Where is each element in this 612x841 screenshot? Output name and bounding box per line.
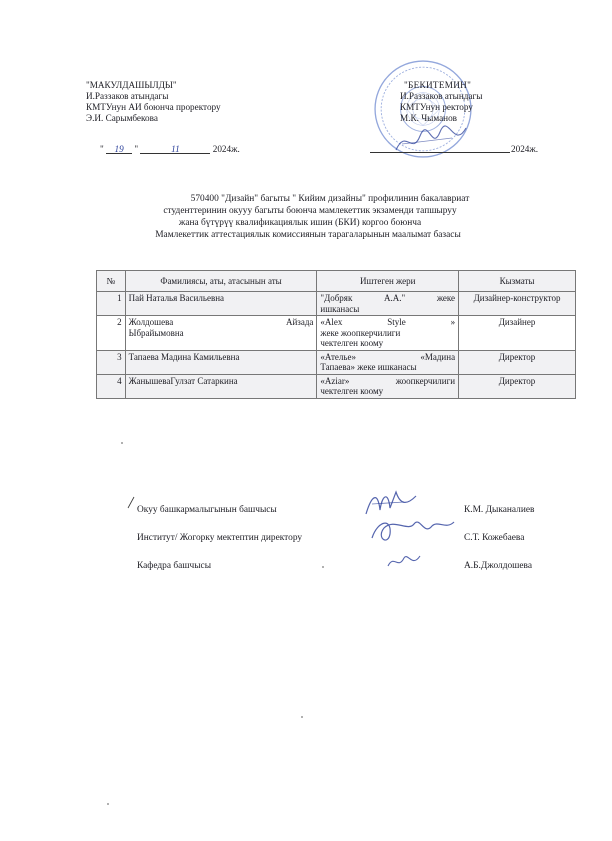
approval-left-date (100, 144, 240, 155)
header-position: Кызматы (459, 271, 576, 292)
workplace-line: чектелген коому (320, 338, 384, 348)
workplace-line (320, 376, 455, 387)
name-word: Жолдошева (128, 317, 174, 327)
date-day: 19 (106, 144, 132, 154)
workplace-line: жеке жоопкерчилиги (320, 327, 401, 338)
scan-speck (322, 566, 324, 568)
approval-left-title: "МАКУЛДАШЫЛДЫ" (86, 80, 177, 90)
workplace-line (320, 352, 455, 363)
workplace-word: "Добряк (320, 293, 353, 303)
signature-name: С.Т. Кожебаева (464, 533, 525, 543)
row-full-name (125, 374, 317, 398)
signature-name: А.Б.Джолдошева (464, 561, 533, 571)
scan-speck (107, 803, 109, 805)
rector-signature (392, 122, 472, 158)
table-row (97, 374, 576, 398)
approval-left-line1: И.Раззаков атындагы (86, 91, 169, 101)
pen-mark (126, 496, 136, 510)
row-number: 3 (97, 350, 126, 374)
name-line (129, 317, 314, 328)
approval-right-line2: КМТУнун ректору (400, 102, 473, 112)
signature-name: К.М. Дыканалиев (464, 505, 535, 515)
workplace-line: чектелген коому (320, 386, 384, 396)
header-full-name: Фамилиясы, аты, атасынын аты (125, 271, 317, 292)
commission-table (96, 270, 576, 399)
signature-label: Кафедра башчысы (137, 561, 211, 571)
heading-line-2: студенттеринин окууу багыты боюнча мамлекеттик экзаменди тапшыруу (163, 206, 457, 216)
workplace-line (320, 293, 455, 304)
date-quote-close: " (134, 144, 139, 154)
table-row (97, 350, 576, 374)
workplace-word: «Ателье» (320, 351, 356, 362)
approval-right-line3: М.К. Чыманов (400, 113, 458, 123)
handwritten-signature (368, 512, 458, 548)
row-position: Директор (459, 374, 576, 398)
document-heading (110, 193, 550, 241)
name-line: Ыбрайымовна (128, 327, 184, 338)
row-full-name (125, 350, 317, 374)
workplace-word: «Aziar» (320, 375, 350, 386)
approval-left-line2: КМТУнун АИ боюнча проректору (86, 102, 221, 112)
date-month: 11 (140, 144, 210, 154)
workplace-line (320, 317, 455, 328)
approval-right-title: "БЕКИТЕМИН" (404, 80, 472, 90)
workplace-word: жоопкерчилиги (395, 375, 456, 386)
row-workplace (317, 316, 459, 351)
row-position: Дизайнер-конструктор (459, 292, 576, 316)
workplace-word: А.А." (383, 293, 406, 303)
row-number: 1 (97, 292, 126, 316)
row-workplace (317, 374, 459, 398)
row-position: Директор (459, 350, 576, 374)
workplace-word: жеке (436, 293, 456, 303)
row-workplace (317, 350, 459, 374)
row-full-name (125, 292, 317, 316)
row-number: 2 (97, 316, 126, 351)
handwritten-signature (384, 548, 424, 574)
heading-line-3: жана бүтүрүү квалификациялык ишин (БКИ) коргоо боюнча (178, 218, 422, 228)
workplace-word: жоопкерчилиги (340, 327, 401, 338)
workplace-line: ишканасы (320, 303, 360, 314)
signature-label: Окуу башкармалыгынын башчысы (137, 505, 277, 515)
heading-line-1: 570400 "Дизайн" багыты " Кийим дизайны" профилинин бакалавриат (190, 194, 470, 204)
name-text: ЖанышеваГулзат Сатаркина (128, 375, 238, 386)
header-number: № (97, 271, 126, 292)
date-year: 2024ж. (212, 144, 240, 154)
scan-speck (301, 716, 303, 718)
header-workplace: Иштеген жери (317, 271, 459, 292)
table-row (97, 292, 576, 316)
date-quote-open: " (100, 144, 104, 154)
approval-right-date: 2024ж. (511, 144, 539, 154)
approval-block-right (398, 80, 482, 124)
row-number: 4 (97, 374, 126, 398)
table-row (97, 316, 576, 351)
scan-speck (121, 442, 123, 444)
name-word: Айзада (285, 317, 314, 327)
name-text: Пай Наталья Васильевна (128, 293, 225, 303)
workplace-word: «Alex (320, 317, 343, 327)
row-full-name (125, 316, 317, 351)
row-workplace (317, 292, 459, 316)
workplace-word: Style (387, 317, 406, 327)
workplace-word: «Мадина (420, 351, 456, 362)
workplace-line: Тапаева» жеке ишканасы (320, 362, 417, 372)
signature-label: Институт/ Жогорку мектептин директору (137, 533, 303, 543)
approval-right-line1: И.Раззаков атындагы (400, 91, 483, 101)
name-text: Тапаева Мадина Камильевна (128, 351, 240, 362)
table-header-row (97, 271, 576, 292)
approval-block-left (86, 80, 221, 124)
approval-left-line3: Э.И. Сарымбекова (86, 113, 158, 123)
workplace-word: » (450, 317, 456, 327)
heading-line-4: Мамлекеттик аттестациялык комиссиянын тарагаларынын маалымат базасы (155, 230, 461, 240)
row-position: Дизайнер (459, 316, 576, 351)
